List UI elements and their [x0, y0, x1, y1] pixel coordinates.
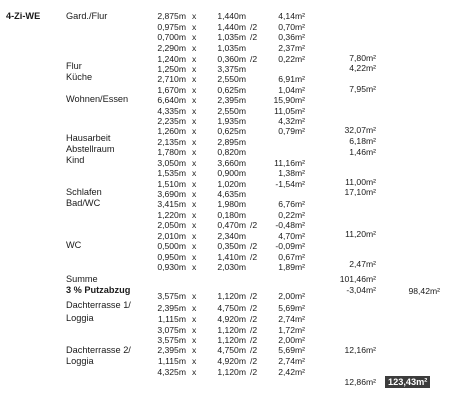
subtotal: 98,42m² [408, 286, 440, 296]
multiply-sign: x [192, 43, 197, 53]
dimension-a: 1,260m [157, 126, 186, 136]
room-total: 12,86m² [344, 377, 376, 387]
multiply-sign: x [192, 64, 197, 74]
multiply-sign: x [192, 325, 197, 335]
row-area: -1,54m² [275, 179, 305, 189]
divisor: /2 [250, 291, 258, 301]
room-total: 32,07m² [344, 125, 376, 135]
divisor: /2 [250, 367, 258, 377]
dimension-b: 0,350m [217, 241, 246, 251]
dimension-a: 1,115m [157, 356, 186, 366]
row-area: 0,67m² [278, 252, 305, 262]
dimension-a: 3,050m [157, 158, 186, 168]
dimension-b: 2,030m [217, 262, 246, 272]
dimension-b: 1,440m [217, 22, 246, 32]
multiply-sign: x [192, 314, 197, 324]
dimension-a: 4,335m [157, 106, 186, 116]
row-area: 0,22m² [278, 210, 305, 220]
dimension-b: 1,120m [217, 367, 246, 377]
divisor: /2 [250, 303, 258, 313]
dimension-a: 3,690m [157, 189, 186, 199]
dimension-b: 4,750m [217, 303, 246, 313]
dimension-a: 0,930m [157, 262, 186, 272]
room-label: Abstellraum [66, 144, 115, 154]
dimension-b: 0,470m [217, 220, 246, 230]
room-label: Dachterrasse 1/ [66, 300, 131, 310]
dimension-b: 1,035m [217, 32, 246, 42]
dimension-b: 0,360m [217, 54, 246, 64]
row-area: 2,00m² [278, 291, 305, 301]
dimension-b: 4,750m [217, 345, 246, 355]
multiply-sign: x [192, 231, 197, 241]
room-label: Loggia [66, 356, 94, 366]
dimension-a: 3,415m [157, 199, 186, 209]
multiply-sign: x [192, 22, 197, 32]
dimension-b: 1,980m [217, 199, 246, 209]
room-total: 2,47m² [349, 259, 376, 269]
multiply-sign: x [192, 189, 197, 199]
room-label: Schlafen [66, 187, 102, 197]
dimension-b: 3,660m [217, 158, 246, 168]
multiply-sign: x [192, 335, 197, 345]
row-area: 6,76m² [278, 199, 305, 209]
divisor: /2 [250, 54, 258, 64]
room-label: Bad/WC [66, 198, 101, 208]
multiply-sign: x [192, 32, 197, 42]
dimension-b: 1,120m [217, 335, 246, 345]
room-total: 7,95m² [349, 84, 376, 94]
row-area: 2,42m² [278, 367, 305, 377]
room-label: Hausarbeit [66, 133, 111, 143]
dimension-b: 2,550m [217, 106, 246, 116]
multiply-sign: x [192, 220, 197, 230]
multiply-sign: x [192, 345, 197, 355]
row-area: 1,72m² [278, 325, 305, 335]
row-area: 2,37m² [278, 43, 305, 53]
dimension-a: 4,325m [157, 367, 186, 377]
dimension-a: 0,500m [157, 241, 186, 251]
room-label: Dachterrasse 2/ [66, 345, 131, 355]
divisor: /2 [250, 335, 258, 345]
dimension-a: 3,575m [157, 335, 186, 345]
row-area: 0,79m² [278, 126, 305, 136]
dimension-a: 2,135m [157, 137, 186, 147]
room-total: 11,00m² [345, 177, 376, 187]
row-area: 11,05m² [274, 106, 305, 116]
sum-total: 101,46m² [339, 274, 376, 284]
divisor: /2 [250, 241, 258, 251]
row-area: 2,74m² [278, 314, 305, 324]
multiply-sign: x [192, 356, 197, 366]
dimension-b: 0,625m [217, 126, 246, 136]
dimension-a: 1,240m [157, 54, 186, 64]
row-area: 2,00m² [278, 335, 305, 345]
multiply-sign: x [192, 158, 197, 168]
multiply-sign: x [192, 85, 197, 95]
multiply-sign: x [192, 95, 197, 105]
multiply-sign: x [192, 126, 197, 136]
row-area: 0,22m² [278, 54, 305, 64]
multiply-sign: x [192, 116, 197, 126]
dimension-b: 2,895m [217, 137, 246, 147]
dimension-a: 1,115m [157, 314, 186, 324]
row-area: 1,04m² [278, 85, 305, 95]
dimension-a: 2,050m [157, 220, 186, 230]
row-area: 4,32m² [278, 116, 305, 126]
dimension-a: 2,290m [157, 43, 186, 53]
multiply-sign: x [192, 210, 197, 220]
multiply-sign: x [192, 11, 197, 21]
room-total: 7,80m² [349, 53, 376, 63]
row-area: -0,48m² [275, 220, 305, 230]
dimension-b: 2,395m [217, 95, 246, 105]
row-area: 11,16m² [274, 158, 305, 168]
multiply-sign: x [192, 106, 197, 116]
room-label: WC [66, 240, 82, 250]
dimension-b: 1,120m [217, 291, 246, 301]
dimension-a: 3,075m [157, 325, 186, 335]
dimension-a: 1,535m [157, 168, 186, 178]
dimension-a: 0,950m [157, 252, 186, 262]
room-label: Küche [66, 72, 93, 82]
dimension-b: 2,550m [217, 74, 246, 84]
dimension-a: 0,700m [157, 32, 186, 42]
row-area: 1,38m² [278, 168, 305, 178]
summary-label: 3 % Putzabzug [66, 285, 131, 295]
dimension-b: 1,410m [217, 252, 246, 262]
multiply-sign: x [192, 137, 197, 147]
row-area: 5,69m² [278, 345, 305, 355]
summary-label: Summe [66, 274, 98, 284]
multiply-sign: x [192, 252, 197, 262]
dimension-b: 1,935m [217, 116, 246, 126]
row-area: 4,14m² [278, 11, 305, 21]
dimension-b: 1,020m [217, 179, 246, 189]
room-total: 4,22m² [349, 63, 376, 73]
row-area: -0,09m² [275, 241, 305, 251]
dimension-a: 6,640m [157, 95, 186, 105]
dimension-b: 0,820m [217, 147, 246, 157]
dimension-a: 2,395m [157, 303, 186, 313]
cleaning-deduction: -3,04m² [346, 285, 376, 295]
row-area: 4,70m² [278, 231, 305, 241]
multiply-sign: x [192, 262, 197, 272]
divisor: /2 [250, 325, 258, 335]
dimension-b: 1,440m [217, 11, 246, 21]
multiply-sign: x [192, 241, 197, 251]
multiply-sign: x [192, 179, 197, 189]
row-area: 0,70m² [278, 22, 305, 32]
room-total: 6,18m² [349, 136, 376, 146]
dimension-b: 0,900m [217, 168, 246, 178]
dimension-a: 2,235m [157, 116, 186, 126]
dimension-b: 0,180m [217, 210, 246, 220]
room-label: Wohnen/Essen [66, 94, 129, 104]
room-label: Loggia [66, 313, 94, 323]
dimension-a: 1,780m [157, 147, 186, 157]
dimension-b: 3,375m [217, 64, 246, 74]
divisor: /2 [250, 32, 258, 42]
room-label: Gard./Flur [66, 11, 108, 21]
dimension-b: 2,340m [217, 231, 246, 241]
row-area: 1,89m² [278, 262, 305, 272]
dimension-a: 1,220m [157, 210, 186, 220]
dimension-b: 4,920m [217, 356, 246, 366]
multiply-sign: x [192, 199, 197, 209]
multiply-sign: x [192, 147, 197, 157]
divisor: /2 [250, 314, 258, 324]
divisor: /2 [250, 252, 258, 262]
multiply-sign: x [192, 54, 197, 64]
dimension-a: 1,670m [157, 85, 186, 95]
multiply-sign: x [192, 303, 197, 313]
dimension-a: 1,250m [157, 64, 186, 74]
dimension-b: 0,625m [217, 85, 246, 95]
room-total: 17,10m² [344, 187, 376, 197]
dimension-b: 1,120m [217, 325, 246, 335]
dimension-a: 2,395m [157, 345, 186, 355]
multiply-sign: x [192, 168, 197, 178]
row-area: 6,91m² [278, 74, 305, 84]
dimension-a: 2,875m [157, 11, 186, 21]
row-area: 15,90m² [273, 95, 305, 105]
room-total: 11,20m² [345, 229, 376, 239]
dimension-b: 4,635m [217, 189, 246, 199]
dimension-a: 2,710m [157, 74, 186, 84]
dimension-a: 1,510m [157, 179, 186, 189]
multiply-sign: x [192, 291, 197, 301]
dimension-a: 0,975m [157, 22, 186, 32]
room-label: Kind [66, 155, 85, 165]
row-area: 2,74m² [278, 356, 305, 366]
dimension-b: 1,035m [217, 43, 246, 53]
divisor: /2 [250, 22, 258, 32]
apartment-heading: 4-Zi-WE [6, 11, 41, 21]
room-total: 12,16m² [344, 345, 376, 355]
dimension-a: 2,010m [157, 231, 186, 241]
divisor: /2 [250, 345, 258, 355]
room-total: 1,46m² [349, 147, 376, 157]
dimension-a: 3,575m [157, 291, 186, 301]
divisor: /2 [250, 356, 258, 366]
dimension-b: 4,920m [217, 314, 246, 324]
multiply-sign: x [192, 367, 197, 377]
room-label: Flur [66, 61, 82, 71]
multiply-sign: x [192, 74, 197, 84]
row-area: 5,69m² [278, 303, 305, 313]
grand-total: 123,43m² [385, 376, 430, 388]
divisor: /2 [250, 220, 258, 230]
row-area: 0,36m² [278, 32, 305, 42]
